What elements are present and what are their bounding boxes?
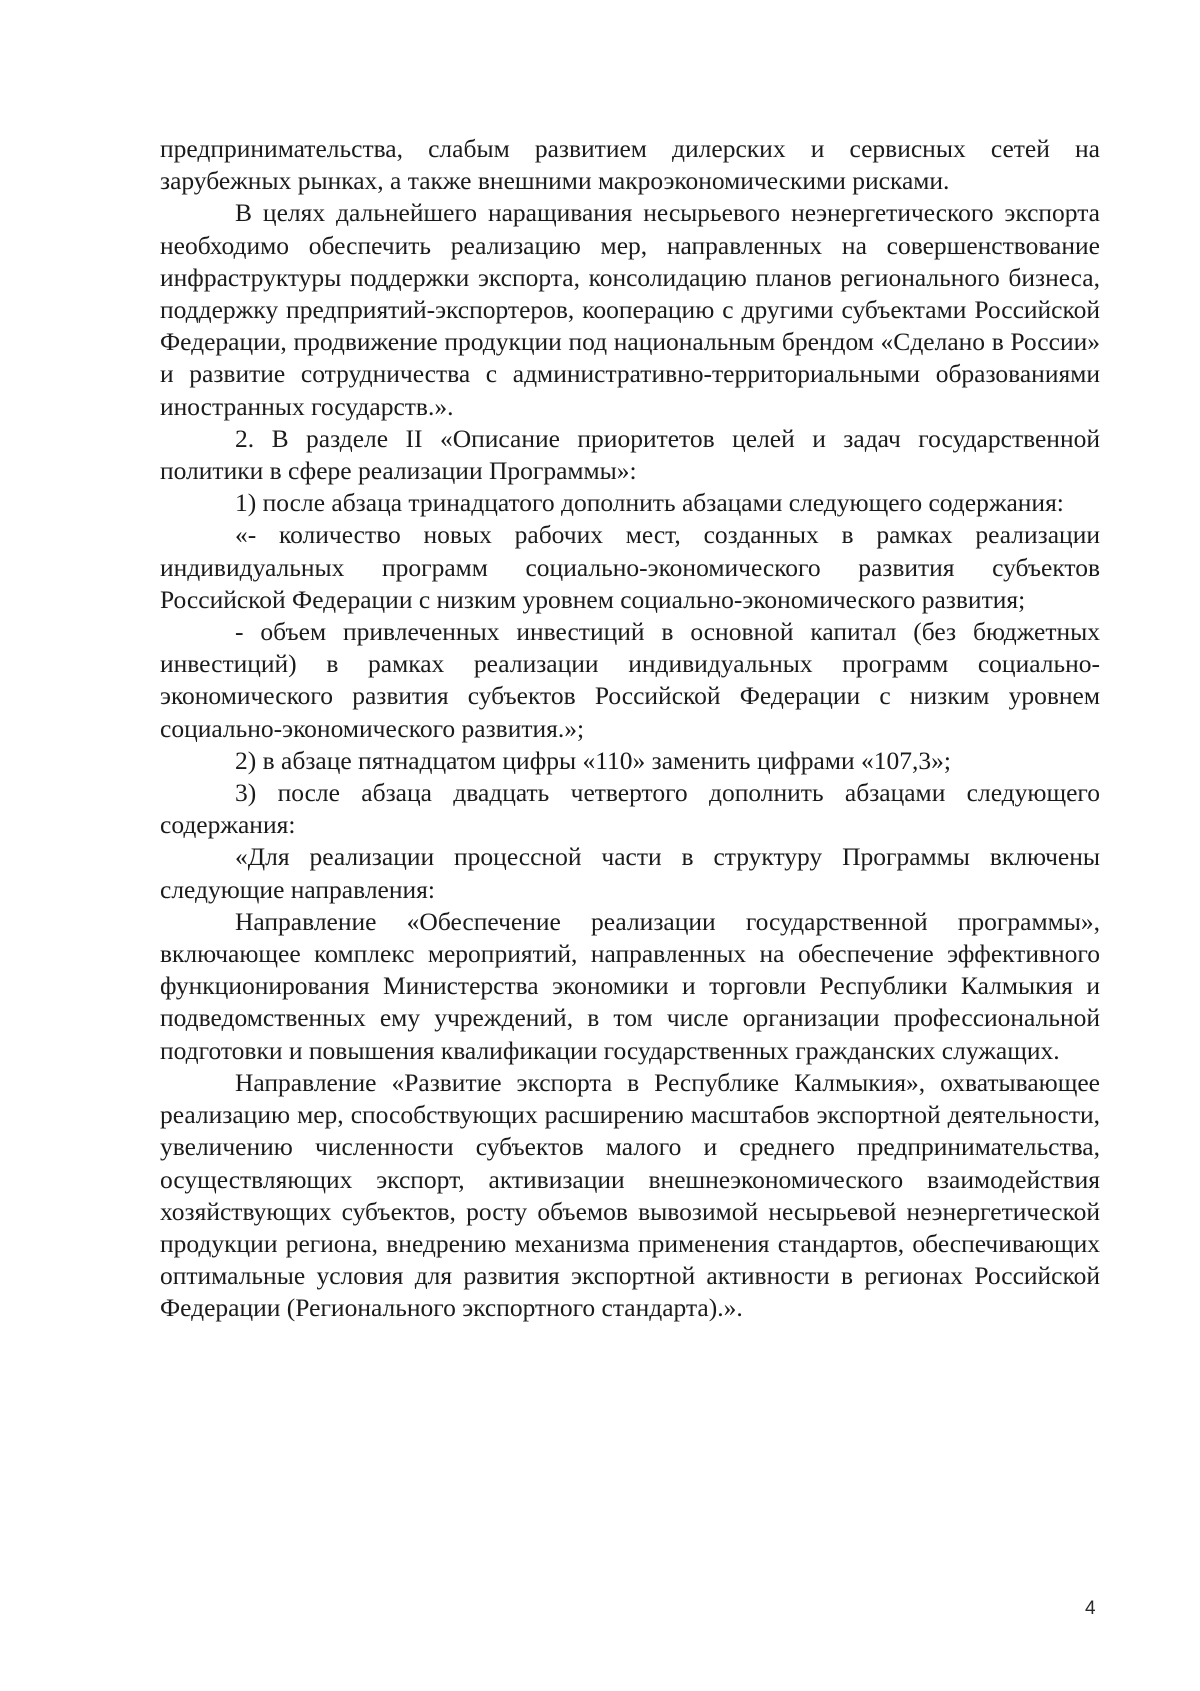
- paragraph-continuation: предпринимательства, слабым развитием дилерских и сервисных сетей на зарубежных рынках, а также внешними макроэкономическими рисками.: [160, 134, 1100, 196]
- paragraph-direction-export: Направление «Развитие экспорта в Республике Калмыкия», охватывающее реализацию мер, способствующих расширению масштабов экспортной деятельности, увеличению численности субъектов малого и среднего предпринимательства, осуществляющих экспорт, активизации внешнеэкономического взаимодействия хозяйствующих субъектов, росту объемов вывозимой несырьевой неэнергетической продукции региона, внедрению механизма применения стандартов, обеспечивающих оптимальные условия для развития экспортной активности в регионах Российской Федерации (Регионального экспортного стандарта).».: [160, 1067, 1100, 1323]
- paragraph-export-measures: В целях дальнейшего наращивания несырьевого неэнергетического экспорта необходимо обеспечить реализацию мер, направленных на совершенствование инфраструктуры поддержки экспорта, консолидацию планов регионального бизнеса, поддержку предприятий-экспортеров, кооперацию с другими субъектами Российской Федерации, продвижение продукции под национальным брендом «Сделано в России» и развитие сотрудничества с административно-территориальными образованиями иностранных государств.».: [160, 198, 1100, 421]
- paragraph-item-3: 3) после абзаца двадцать четвертого дополнить абзацами следующего содержания:: [160, 778, 1100, 840]
- paragraph-direction-program: Направление «Обеспечение реализации государственной программы», включающее комплекс мероприятий, направленных на обеспечение эффективного функционирования Министерства экономики и торговли Республики Калмыкия и подведомственных ему учреждений, в том числе организации профессиональной подготовки и повышения квалификации государственных гражданских служащих.: [160, 906, 1100, 1065]
- paragraph-process-part: «Для реализации процессной части в структуру Программы включены следующие направления:: [160, 842, 1100, 904]
- paragraph-item-1: 1) после абзаца тринадцатого дополнить абзацами следующего содержания:: [235, 488, 1064, 518]
- page-number: 4: [1085, 1598, 1096, 1619]
- document-body: [160, 133, 1100, 1325]
- paragraph-item-2: 2) в абзаце пятнадцатом цифры «110» заменить цифрами «107,3»;: [235, 745, 951, 775]
- paragraph-investment-indicator: - объем привлеченных инвестиций в основной капитал (без бюджетных инвестиций) в рамках реализации индивидуальных программ социально-экономического развития субъектов Российской Федерации с низким уровнем социально-экономического развития.»;: [160, 617, 1100, 743]
- paragraph-jobs-indicator: «- количество новых рабочих мест, созданных в рамках реализации индивидуальных программ социально-экономического развития субъектов Российской Федерации с низким уровнем социально-экономического развития;: [160, 520, 1100, 614]
- paragraph-section-2: 2. В разделе II «Описание приоритетов целей и задач государственной политики в сфере реализации Программы»:: [160, 423, 1100, 486]
